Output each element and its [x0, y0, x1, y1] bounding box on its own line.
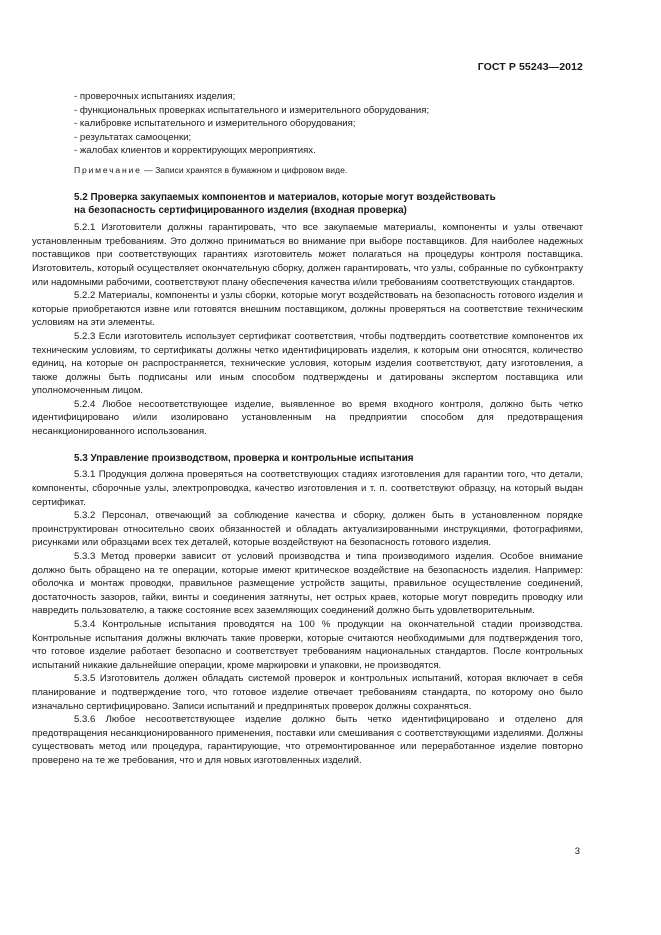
paragraph-5-2-3: 5.2.3 Если изготовитель использует сертификат соответствия, чтобы подтвердить соответствие компонентов их техническим условиям, то сертификаты должны четко идентифицировать изделия, к которым они относятся, количество единиц, на которые он распространяется, технические условия, которым изделия соответствуют, дату изготовления, а также должны быть подписаны или иным способом подтверждены и датированы экспертом поставщика или уполномоченным лицом. — [32, 330, 583, 397]
paragraph-5-3-1: 5.3.1 Продукция должна проверяться на соответствующих стадиях изготовления для гарантии того, что детали, компоненты, сборочные узлы, электропроводка, качество изготовления и т. п. соответствуют образцу, на который выдан сертификат. — [32, 469, 583, 508]
list-item: - жалобах клиентов и корректирующих мероприятиях. — [74, 145, 316, 157]
paragraph-5-2-4: 5.2.4 Любое несоответствующее изделие, выявленное во время входного контроля, должно быть четко идентифицировано и/или изолировано установленным на предприятии способом для предотвращения несанкционированного использования. — [32, 398, 583, 438]
paragraph-5-3-2: 5.3.2 Персонал, отвечающий за соблюдение качества и сборку, должен быть в установленном порядке проинструктирован относительно своих обязанностей и обладать актуализированными инструкциями, фотографиями, рисунками или образцами всех тех деталей, которые воздействуют на безопасность готового изделия. — [32, 510, 583, 549]
note-text: — Записи хранятся в бумажном и цифровом виде. — [141, 164, 348, 175]
section-heading-5-3: 5.3 Управление производством, проверка и контрольные испытания — [74, 452, 414, 464]
note — [32, 164, 583, 178]
page-content — [32, 90, 583, 768]
page-number: 3 — [574, 846, 580, 857]
list-item: - результатах самооценки; — [74, 131, 192, 143]
section-heading-line: на безопасность сертифицированного изделия (входная проверка) — [74, 205, 407, 217]
section-heading-5-2 — [32, 191, 583, 219]
document-code: ГОСТ Р 55243—2012 — [477, 61, 583, 73]
paragraph-5-3-5: 5.3.5 Изготовитель должен обладать системой проверок и контрольных испытаний, которая включает в себя планирование и подтверждение того, что готовое изделие отвечает требованиям стандарта, по которому оно было изначально сертифицировано. Записи испытаний и предпринятых проверок должны сохраняться. — [32, 673, 583, 712]
list-item: - функциональных проверках испытательного и измерительного оборудования; — [74, 104, 430, 116]
list-item: - проверочных испытаниях изделия; — [74, 91, 236, 102]
paragraph-5-2-2: 5.2.2 Материалы, компоненты и узлы сборки, которые могут воздействовать на безопасность готового изделия и которые приобретаются извне или готовятся внешним поставщиком, должны проверяться на соответствие техническим условиям на эти элементы. — [32, 290, 583, 329]
paragraph-5-3-6: 5.3.6 Любое несоответствующее изделие должно быть четко идентифицировано и отделено для предотвращения несанкционированного применения, поставки или смешивания с соответствующими изделиями. Должны существовать метод или процедура, гарантирующие, что отремонтированное или переработанное изделие повторно проверено на те же требования, что и для новых изготовленных изделий. — [32, 714, 583, 766]
paragraph-5-3-4: 5.3.4 Контрольные испытания проводятся на 100 % продукции на окончательной стадии производства. Контрольные испытания должны включать такие проверки, которые считаются необходимыми для подтверждения того, что готовое изделие работает безопасно и соответствует требованиям национальных стандартов. После контрольных испытаний никакие дальнейшие операции, кроме маркировки и упаковки, не производятся. — [32, 618, 583, 671]
list-item: - калибровке испытательного и измерительного оборудования; — [74, 118, 356, 130]
section-heading-line: 5.2 Проверка закупаемых компонентов и материалов, которые могут воздействовать — [74, 191, 496, 203]
paragraph-5-2-1: 5.2.1 Изготовители должны гарантировать, что все закупаемые материалы, компоненты и узлы отвечают установленным требованиям. Это должно приниматься во внимание при выборе поставщиков. Для наиболее надежных поставщиков при соответствующих гарантиях изготовитель может полагаться на процедуры контроля поставщика. Изготовитель, который осуществляет окончательную сборку, должен гарантировать, что узлы, собранные по субконтракту или надомными рабочими, соответствуют плану обеспечения качества и/или требованиям соответствующих стандартов. — [32, 222, 583, 288]
records-list — [32, 90, 583, 158]
note-label: Примечание — [74, 164, 142, 175]
paragraph-5-3-3: 5.3.3 Метод проверки зависит от условий производства и типа производимого изделия. Особое внимание должно быть обращено на те операции, которые имеют критическое воздействие на безопасность изделия. Например: оболочка и монтаж проводки, правильное размещение устройств защиты, правильное осуществление соединений, достаточность зазоров, гайки, винты и соединения затянуты, нет острых краев, которые могут повредить проводку или навредить пользователю, а также состояние всех заземляющих соединений должно быть удовлетворительным. — [32, 551, 583, 617]
